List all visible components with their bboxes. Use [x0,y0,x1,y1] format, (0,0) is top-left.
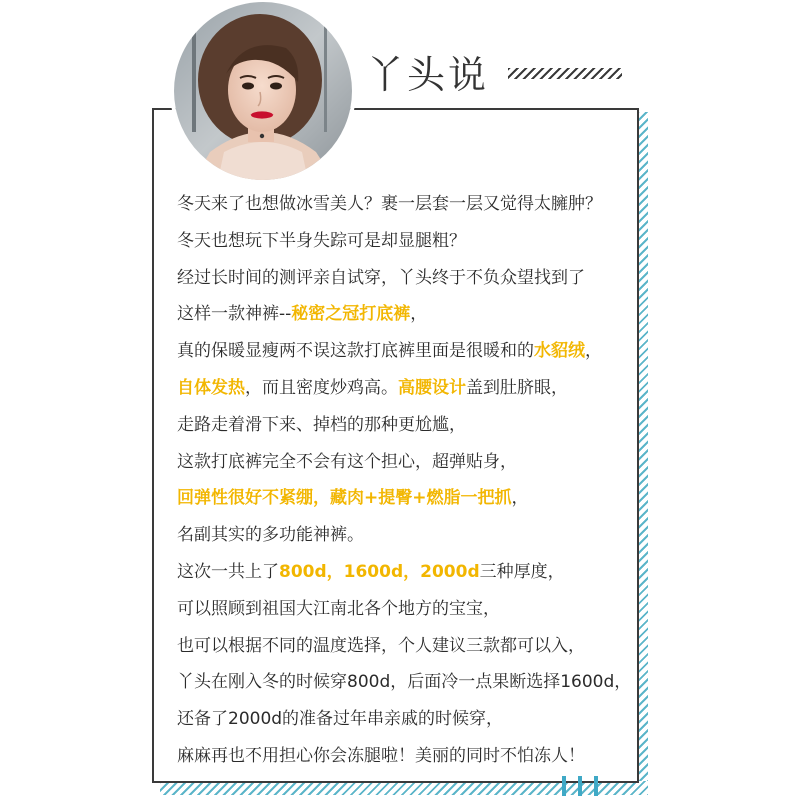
body-text-segment: 这款打底裤完全不会有这个担心，超弹贴身， [177,451,517,472]
highlight-text: 800d，1600d，2000d [279,561,480,582]
text-line [177,444,627,481]
text-line [177,701,627,738]
body-text-segment: ， [410,304,428,325]
text-line [177,738,627,775]
portrait-photo-icon [174,2,352,180]
body-text-segment: ，而且密度炒鸡高。 [245,377,398,398]
text-line [177,554,627,591]
body-text-segment: ， [511,488,529,509]
body-text-segment: 丫头在刚入冬的时候穿800d，后面冷一点果断选择1600d， [177,672,632,693]
highlight-text: 水貂绒 [534,341,585,362]
body-text-segment: 冬天也想玩下半身失踪可是却显腿粗？ [177,230,466,251]
text-line [177,407,627,444]
decorative-mark [578,776,582,796]
heading-title: 丫头说 [366,53,490,97]
body-text-segment: ， [585,341,602,362]
body-text-segment: 名副其实的多功能神裤。 [177,525,364,546]
text-line [177,260,627,297]
body-text-segment: 冬天来了也想做冰雪美人？裹一层套一层又觉得太臃肿？ [177,194,602,214]
body-text-segment: 这次一共上了 [177,561,279,582]
highlight-text: 回弹性很好不紧绷，藏肉+提臀+燃脂一把抓 [177,488,512,509]
decorative-mark [594,776,598,796]
text-line [177,517,627,554]
text-line [177,591,627,628]
body-text-segment: 真的保暖显瘦两不误这款打底裤里面是很暖和的 [177,341,534,362]
body-text-segment: 走路走着滑下来、掉档的那种更尬尴， [177,414,466,435]
text-line [177,296,627,333]
body-text-segment: 经过长时间的测评亲自试穿，丫头终于不负众望找到了 [177,267,585,288]
body-text-segment: 也可以根据不同的温度选择，个人建议三款都可以入， [177,635,585,656]
text-line [177,664,632,701]
body-text-segment: 盖到肚脐眼， [466,377,568,398]
highlight-text: 秘密之冠打底裤 [291,304,411,325]
body-text-segment: 麻麻再也不用担心你会冻腿啦！美丽的同时不怕冻人！ [177,745,585,766]
body-text-segment: 可以照顾到祖国大江南北各个地方的宝宝， [177,598,500,619]
text-line [177,333,627,370]
body-text-segment: 三种厚度， [479,561,565,582]
body-text [177,186,632,775]
decorative-stripes [508,68,622,79]
body-text-segment: 这样一款神裤-- [177,304,292,325]
text-line [177,370,627,407]
highlight-text: 高腰设计 [398,377,466,398]
decorative-hatch-bottom [160,781,648,795]
body-text-segment: 还备了2000d的准备过年串亲戚的时候穿， [177,709,504,730]
text-line [177,223,627,260]
decorative-mark [562,776,566,796]
avatar [174,2,352,180]
text-line [177,480,627,517]
text-line [177,628,627,665]
text-line [177,186,627,223]
highlight-text: 自体发热 [177,377,245,398]
